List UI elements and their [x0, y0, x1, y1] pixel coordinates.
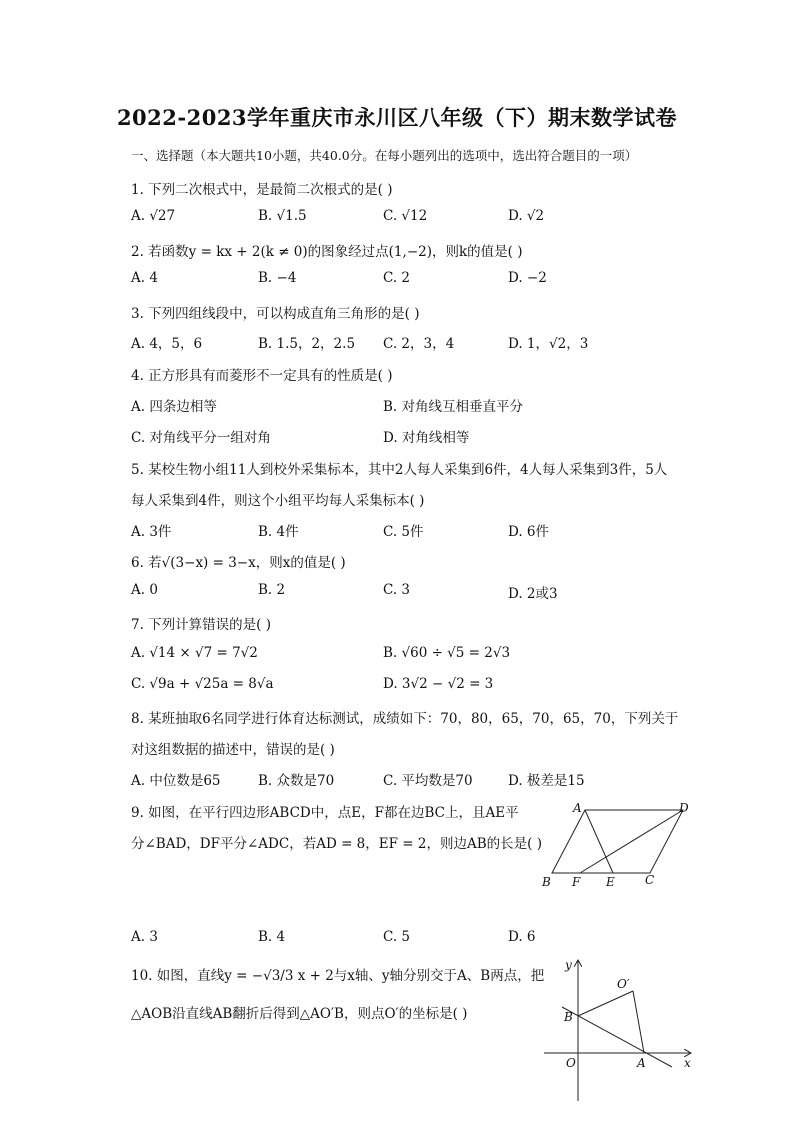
option-c: C. 5 [383, 929, 411, 945]
question-stem: 4. 正方形具有而菱形不一定具有的性质是( ) [131, 368, 393, 384]
segment-df [580, 810, 683, 873]
label-e: E [606, 875, 615, 889]
question-stem-cont: 每人采集到4件，则这个小组平均每人采集标本( ) [131, 493, 425, 509]
option-c: C. 3 [383, 582, 411, 598]
segment-ae [585, 810, 613, 873]
option-a: A. 3 [131, 929, 158, 945]
option-d: D. 2或3 [508, 586, 558, 602]
question-stem-cont: △AOB沿直线AB翻折后得到△AO′B，则点O′的坐标是( ) [131, 1006, 468, 1022]
label-f: F [572, 875, 581, 889]
option-c: C. 5件 [383, 524, 424, 540]
parallelogram-abcd [552, 810, 683, 873]
label-a: A [573, 801, 582, 815]
option-d: D. √2 [508, 208, 545, 224]
label-a: A [637, 1056, 646, 1070]
question-stem: 2. 若函数y = kx + 2(k ≠ 0)的图象经过点(1,−2)，则k的值是( ) [131, 244, 523, 260]
option-d: D. 6件 [508, 524, 550, 540]
option-b: B. √1.5 [258, 208, 307, 224]
label-x: x [684, 1056, 691, 1070]
question-stem: 1. 下列二次根式中，是最简二次根式的是( ) [131, 182, 393, 198]
label-b: B [542, 875, 551, 889]
option-a: A. 0 [131, 582, 158, 598]
question-stem: 7. 下列计算错误的是( ) [131, 617, 271, 633]
option-b: B. 4件 [258, 524, 299, 540]
question-stem-cont: 对这组数据的描述中，错误的是( ) [131, 742, 335, 758]
option-d: D. 6 [508, 929, 536, 945]
option-a: A. 3件 [131, 524, 172, 540]
option-d: D. 3√2 − √2 = 3 [383, 676, 494, 692]
option-c: C. 对角线平分一组对角 [131, 430, 271, 446]
option-b: B. 众数是70 [258, 773, 335, 789]
segment-o-prime-a [633, 991, 644, 1053]
question-stem: 6. 若√(3−x) = 3−x，则x的值是( ) [131, 555, 346, 571]
parallelogram-figure [538, 798, 698, 890]
option-a: A. 4 [131, 270, 158, 286]
option-c: C. 平均数是70 [383, 773, 473, 789]
option-c: C. √9a + √25a = 8√a [131, 676, 274, 692]
option-a: A. √14 × √7 = 7√2 [131, 645, 258, 661]
page-title: 2022-2023学年重庆市永川区八年级（下）期末数学试卷 [116, 105, 678, 130]
question-stem: 3. 下列四组线段中，可以构成直角三角形的是( ) [131, 306, 420, 322]
label-y: y [565, 958, 572, 972]
option-d: D. 对角线相等 [383, 430, 470, 446]
option-d: D. 1，√2，3 [508, 336, 589, 352]
option-d: D. −2 [508, 270, 547, 286]
segment-bo-prime [578, 991, 633, 1016]
option-a: A. 中位数是65 [131, 773, 221, 789]
label-d: D [679, 801, 689, 815]
question-stem: 9. 如图，在平行四边形ABCD中，点E，F都在边BC上，且AE平 [131, 805, 519, 821]
option-c: C. √12 [383, 208, 428, 224]
label-c: C [645, 873, 655, 887]
option-a: A. √27 [131, 208, 176, 224]
label-o: O [566, 1056, 576, 1070]
option-a: A. 四条边相等 [131, 399, 217, 415]
option-b: B. 2 [258, 582, 286, 598]
option-b: B. √60 ÷ √5 = 2√3 [383, 645, 511, 661]
option-a: A. 4，5，6 [131, 336, 203, 352]
label-o-prime: O′ [617, 977, 630, 991]
option-c: C. 2 [383, 270, 411, 286]
question-stem-cont: 分∠BAD，DF平分∠ADC，若AD = 8，EF = 2，则边AB的长是( ) [131, 836, 542, 852]
option-d: D. 极差是15 [508, 773, 585, 789]
label-b: B [564, 1010, 573, 1024]
section-heading: 一、选择题（本大题共10小题，共40.0分。在每小题列出的选项中，选出符合题目的一项） [131, 148, 638, 163]
coordinate-figure [540, 955, 700, 1105]
question-stem: 8. 某班抽取6名同学进行体育达标测试，成绩如下：70，80，65，70，65，70，下列关于 [131, 711, 679, 727]
option-b: B. 1.5，2，2.5 [258, 336, 356, 352]
question-stem: 5. 某校生物小组11人到校外采集标本，其中2人每人采集到6件，4人每人采集到3件，5人 [131, 462, 668, 478]
option-b: B. 4 [258, 929, 286, 945]
option-c: C. 2，3，4 [383, 336, 455, 352]
option-b: B. 对角线互相垂直平分 [383, 399, 524, 415]
option-b: B. −4 [258, 270, 297, 286]
question-stem: 10. 如图，直线y = −√3/3 x + 2与x轴、y轴分别交于A、B两点，把 [131, 968, 545, 984]
